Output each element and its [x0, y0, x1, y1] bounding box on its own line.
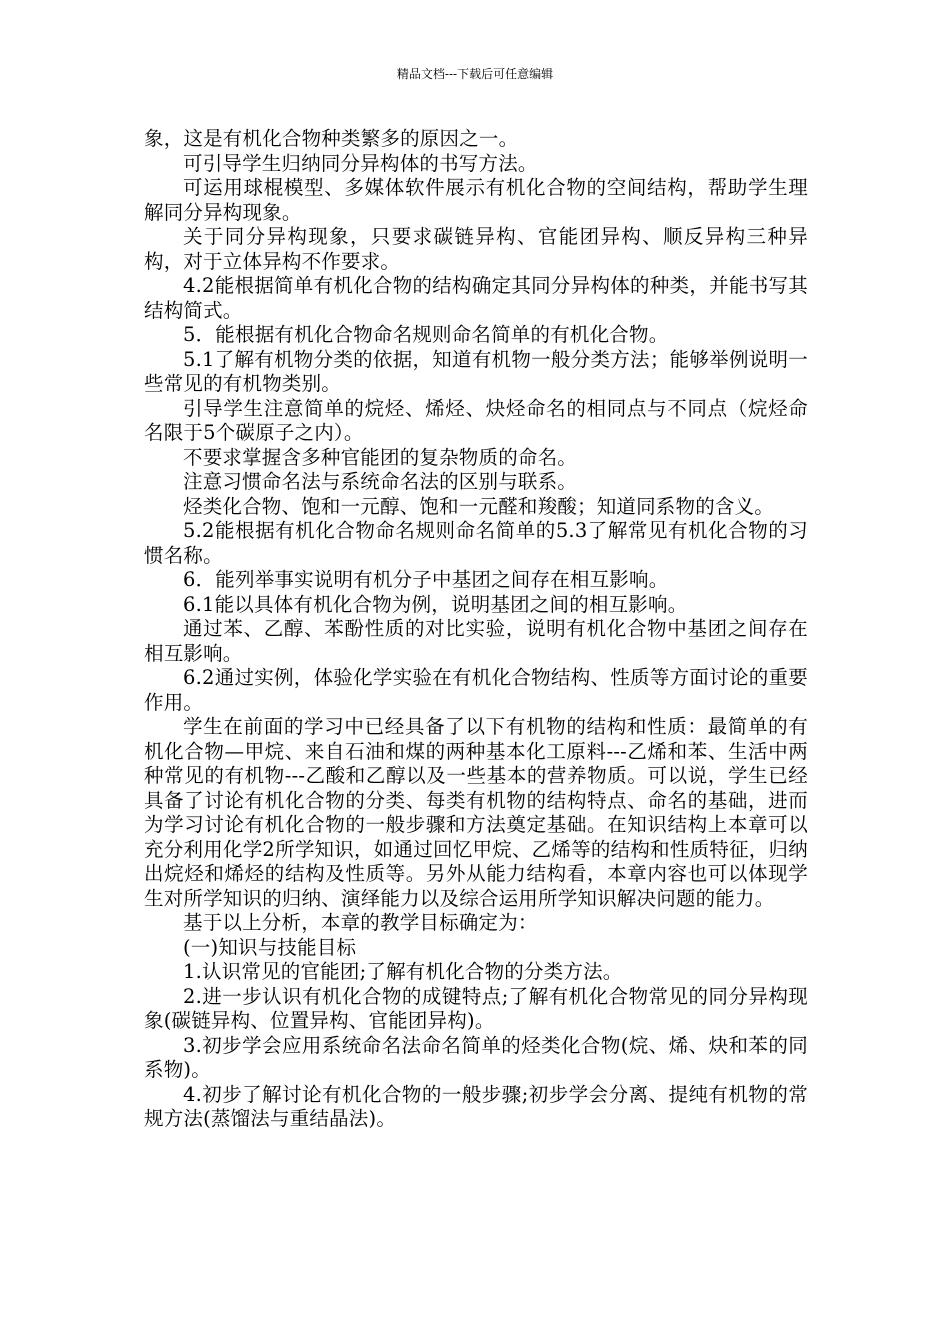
paragraph: 6.2通过实例，体验化学实验在有机化合物结构、性质等方面讨论的重要作用。: [144, 666, 808, 714]
paragraph: 4.初步了解讨论有机化合物的一般步骤;初步学会分离、提纯有机物的常规方法(蒸馏法与重结晶法)。: [144, 1082, 808, 1130]
paragraph: 6.1能以具体有机化合物为例，说明基团之间的相互影响。: [183, 592, 688, 616]
paragraph: 通过苯、乙醇、苯酚性质的对比实验，说明有机化合物中基团之间存在相互影响。: [144, 617, 808, 665]
paragraph: 5．能根据有机化合物命名规则命名简单的有机化合物。: [183, 323, 669, 346]
paragraph: 不要求掌握含多种官能团的复杂物质的命名。: [183, 445, 578, 469]
paragraph: (一)知识与技能目标: [183, 935, 357, 959]
paragraph: 5.1了解有机物分类的依据，知道有机物一般分类方法；能够举例说明一些常见的有机物类别。: [144, 347, 808, 395]
paragraph: 基于以上分析，本章的教学目标确定为：: [183, 911, 538, 934]
paragraph: 可运用球棍模型、多媒体软件展示有机化合物的空间结构，帮助学生理解同分异构现象。: [144, 176, 808, 224]
page-header: 精品文档---下载后可任意编辑: [396, 67, 554, 81]
paragraph: 象，这是有机化合物种类繁多的原因之一。: [144, 127, 519, 150]
paragraph: 5.2能根据有机化合物命名规则命名简单的5.3了解常见有机化合物的习惯名称。: [144, 519, 808, 567]
paragraph: 2.进一步认识有机化合物的成键特点;了解有机化合物常见的同分异构现象(碳链异构、位置异构、官能团异构)。: [144, 984, 808, 1032]
paragraph: 烃类化合物、饱和一元醇、饱和一元醛和羧酸；知道同系物的含义。: [183, 494, 775, 518]
paragraph: 关于同分异构现象，只要求碳链异构、官能团异构、顺反异构三种异构，对于立体异构不作要求。: [144, 225, 808, 273]
paragraph: 可引导学生归纳同分异构体的书写方法。: [183, 151, 538, 175]
paragraph: 1.认识常见的官能团;了解有机化合物的分类方法。: [183, 960, 623, 983]
paragraph: 3.初步学会应用系统命名法命名简单的烃类化合物(烷、烯、炔和苯的同系物)。: [144, 1033, 808, 1081]
document-body: [144, 127, 808, 1132]
paragraph: 4.2能根据简单有机化合物的结构确定其同分异构体的种类，并能书写其结构简式。: [144, 274, 808, 322]
paragraph: 学生在前面的学习中已经具备了以下有机物的结构和性质：最简单的有机化合物—甲烷、来自石油和煤的两种基本化工原料---乙烯和苯、生活中两种常见的有机物---乙酸和乙醇以及一些基本的营养物质。可以说，学生已经具备了讨论有机化合物的分类、每类有机物的结构特点、命名的基础，进而为学习讨论有机化合物的一般步骤和方法奠定基础。在知识结构上本章可以充分利用化学2所学知识，如通过回忆甲烷、乙烯等的结构和性质特征，归纳出烷烃和烯烃的结构及性质等。另外从能力结构看，本章内容也可以体现学生对所学知识的归纳、演绎能力以及综合运用所学知识解决问题的能力。: [144, 715, 808, 910]
paragraph: 6．能列举事实说明有机分子中基团之间存在相互影响。: [183, 568, 669, 591]
paragraph: 注意习惯命名法与系统命名法的区别与联系。: [183, 470, 578, 493]
paragraph: 引导学生注意简单的烷烃、烯烃、炔烃命名的相同点与不同点（烷烃命名限于5个碳原子之内）。: [144, 396, 808, 444]
